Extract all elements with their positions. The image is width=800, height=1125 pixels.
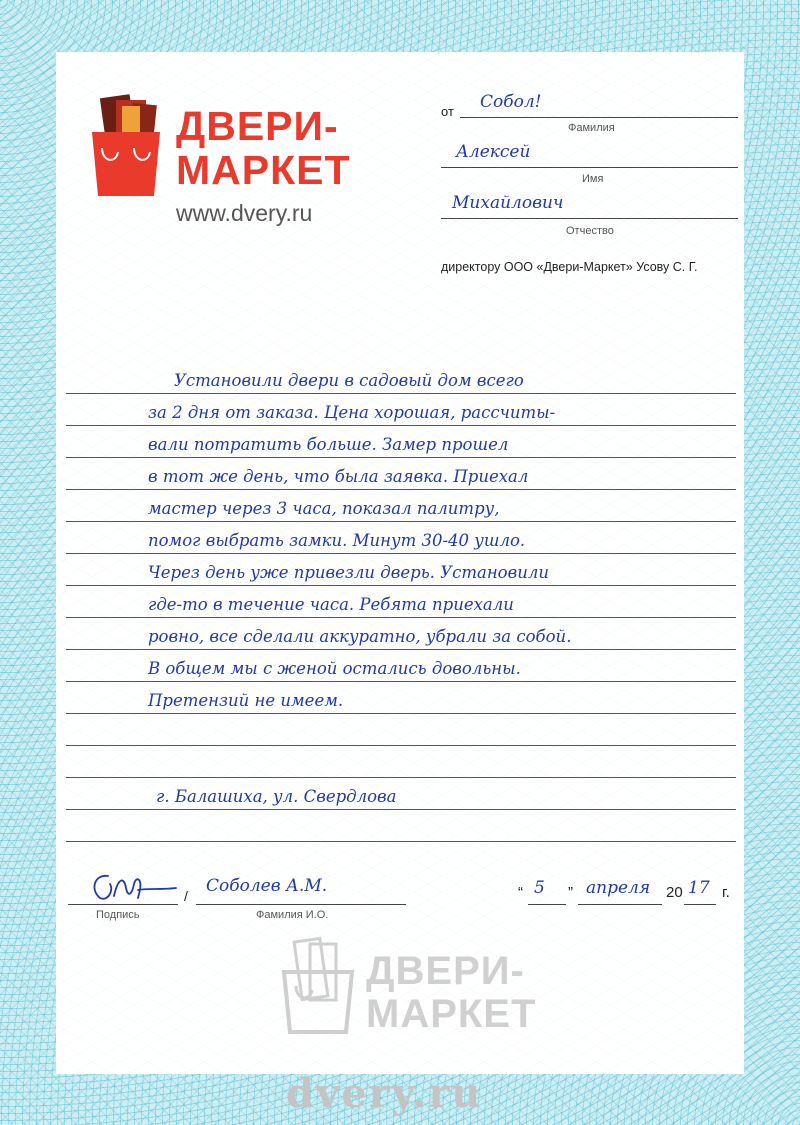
patronymic-value: Михайлович (452, 193, 564, 213)
ruled-line (66, 362, 736, 394)
ruled-line (66, 586, 736, 618)
logo-url: www.dvery.ru (176, 200, 313, 226)
logo-line-2: МАРКЕТ (176, 147, 351, 193)
ruled-line (66, 746, 736, 778)
ruled-line (66, 650, 736, 682)
review-line-1: Установили двери в садовый дом всего (174, 371, 524, 390)
watermark-line-2: МАРКЕТ (366, 992, 537, 1036)
company-logo (86, 92, 351, 232)
review-text-block (66, 362, 736, 842)
review-line-9: ровно, все сделали аккуратно, убрали за собой. (148, 627, 572, 646)
from-label: от (441, 104, 454, 119)
handwritten-signature (88, 868, 178, 906)
review-line-11: Претензий не имеем. (148, 691, 344, 710)
review-line-3: вали потратить больше. Замер прошел (148, 435, 509, 454)
month-line (578, 904, 662, 905)
ruled-line (66, 554, 736, 586)
patronymic-line (441, 218, 738, 219)
ruled-line (66, 778, 736, 810)
addressee-line: директору ООО «Двери-Маркет» Усову С. Г. (441, 260, 698, 274)
date-open-quote: “ (518, 884, 523, 901)
review-line-4: в тот же день, что была заявка. Приехал (148, 467, 529, 486)
name-caption: Имя (582, 173, 604, 185)
review-line-6: помог выбрать замки. Минут 30-40 ушло. (148, 531, 526, 550)
fullname-line (196, 904, 406, 905)
ruled-line (66, 458, 736, 490)
ruled-line (66, 682, 736, 714)
logo-line-1: ДВЕРИ- (176, 103, 339, 149)
watermark-url: dvery.ru (286, 1070, 483, 1117)
surname-value: Собол! (480, 92, 542, 112)
name-line (441, 167, 738, 168)
signature-caption: Подпись (96, 909, 140, 921)
watermark-bag-icon (278, 936, 358, 1036)
watermark-line-1: ДВЕРИ- (366, 949, 525, 993)
ruled-line (66, 490, 736, 522)
year-unit: г. (722, 884, 730, 901)
fullname-caption: Фамилия И.О. (256, 909, 329, 921)
ruled-line (66, 714, 736, 746)
ruled-line (66, 522, 736, 554)
ruled-line (66, 810, 736, 842)
review-line-2: за 2 дня от заказа. Цена хорошая, рассчиты- (148, 403, 556, 422)
ruled-line (66, 426, 736, 458)
ruled-line (66, 394, 736, 426)
name-value: Алексей (456, 142, 531, 162)
surname-caption: Фамилия (568, 122, 615, 134)
separator-slash: / (184, 888, 188, 904)
date-month: апреля (586, 878, 651, 898)
year-suffix: 17 (688, 878, 710, 898)
review-line-10: В общем мы с женой остались довольны. (148, 659, 521, 678)
shopping-bag-doors-icon (86, 92, 166, 202)
review-address-line: г. Балашиха, ул. Свердлова (156, 787, 397, 806)
day-line (528, 904, 566, 905)
review-line-5: мастер через 3 часа, показал палитру, (148, 499, 500, 518)
review-line-8: где-то в течение часа. Ребята приехали (148, 595, 514, 614)
review-line-7: Через день уже привезли дверь. Установили (148, 563, 549, 582)
ruled-line (66, 618, 736, 650)
signature-line (68, 904, 178, 905)
date-close-quote: ” (568, 884, 573, 901)
year-prefix: 20 (666, 884, 683, 901)
year-line (684, 904, 716, 905)
surname-line (460, 117, 738, 118)
date-day: 5 (534, 878, 545, 898)
logo-wordmark (176, 104, 351, 192)
fullname-value: Соболев А.М. (206, 876, 328, 896)
patronymic-caption: Отчество (566, 225, 614, 237)
watermark-wordmark (366, 950, 536, 1036)
